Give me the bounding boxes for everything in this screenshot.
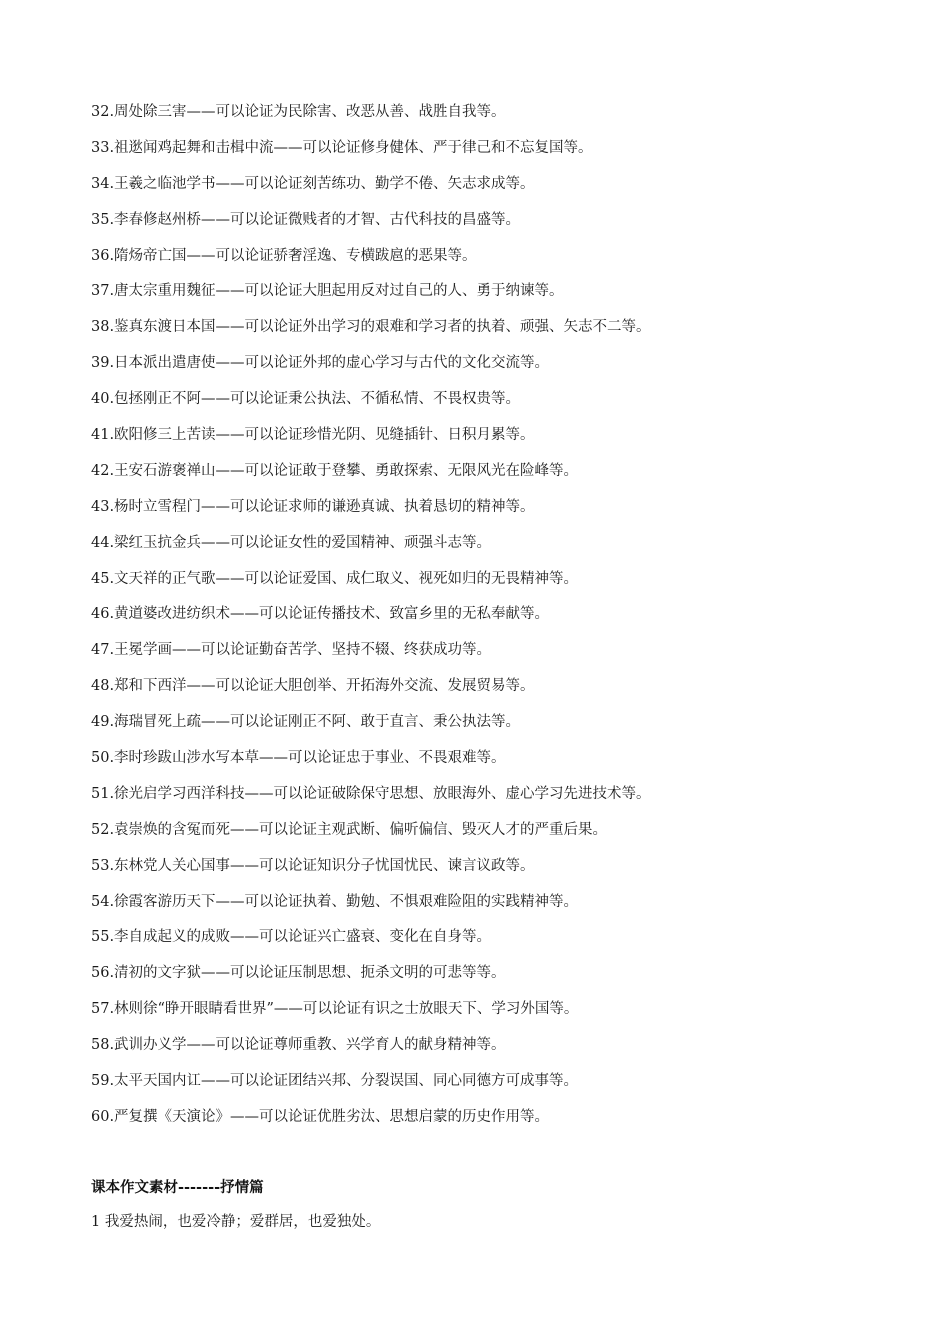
list-item: 35.李春修赵州桥——可以论证微贱者的才智、古代科技的昌盛等。: [91, 211, 521, 228]
list-item: 60.严复撰《天演论》——可以论证优胜劣汰、思想启蒙的历史作用等。: [91, 1108, 550, 1125]
lyric-paragraph: 1 我爱热闹，也爱冷静；爱群居，也爱独处。: [91, 1214, 381, 1230]
material-list: [91, 100, 651, 1141]
list-item: 48.郑和下西洋——可以论证大胆创举、开拓海外交流、发展贸易等。: [91, 678, 535, 695]
list-item: 37.唐太宗重用魏征——可以论证大胆起用反对过自己的人、勇于纳谏等。: [91, 283, 564, 300]
list-item: 53.东林党人关心国事——可以论证知识分子忧国忧民、谏言议政等。: [91, 857, 535, 874]
list-item: 51.徐光启学习西洋科技——可以论证破除保守思想、放眼海外、虚心学习先进技术等。: [91, 785, 651, 802]
list-item: 50.李时珍跋山涉水写本草——可以论证忠于事业、不畏艰难等。: [91, 750, 506, 767]
list-item: 46.黄道婆改进纺织术——可以论证传播技术、致富乡里的无私奉献等。: [91, 606, 550, 623]
list-item: 54.徐霞客游历天下——可以论证执着、勤勉、不惧艰难险阻的实践精神等。: [91, 893, 579, 910]
list-item: 56.清初的文字狱——可以论证压制思想、扼杀文明的可悲等等。: [91, 965, 506, 982]
list-item: 55.李自成起义的成败——可以论证兴亡盛衰、变化在自身等。: [91, 929, 492, 946]
list-item: 36.隋炀帝亡国——可以论证骄奢淫逸、专横跋扈的恶果等。: [91, 247, 477, 264]
list-item: 59.太平天国内讧——可以论证团结兴邦、分裂误国、同心同德方可成事等。: [91, 1073, 579, 1090]
list-item: 47.王冕学画——可以论证勤奋苦学、坚持不辍、终获成功等。: [91, 642, 492, 659]
list-item: 38.鉴真东渡日本国——可以论证外出学习的艰难和学习者的执着、顽强、矢志不二等。: [91, 319, 651, 336]
list-item: 45.文天祥的正气歌——可以论证爱国、成仁取义、视死如归的无畏精神等。: [91, 570, 579, 587]
list-item: 43.杨时立雪程门——可以论证求师的谦逊真诚、执着恳切的精神等。: [91, 498, 535, 515]
list-item: 39.日本派出遣唐使——可以论证外邦的虚心学习与古代的文化交流等。: [91, 355, 550, 372]
list-item: 52.袁崇焕的含冤而死——可以论证主观武断、偏听偏信、毁灭人才的严重后果。: [91, 821, 608, 838]
list-item: 32.周处除三害——可以论证为民除害、改恶从善、战胜自我等。: [91, 104, 506, 120]
list-item: 34.王羲之临池学书——可以论证刻苦练功、勤学不倦、矢志求成等。: [91, 175, 535, 192]
list-item: 49.海瑞冒死上疏——可以论证刚正不阿、敢于直言、秉公执法等。: [91, 714, 521, 731]
list-item: 40.包拯刚正不阿——可以论证秉公执法、不循私情、不畏权贵等。: [91, 391, 521, 408]
list-item: 57.林则徐“睁开眼睛看世界”——可以论证有识之士放眼天下、学习外国等。: [91, 1001, 579, 1018]
list-item: 44.梁红玉抗金兵——可以论证女性的爱国精神、顽强斗志等。: [91, 534, 492, 551]
list-item: 42.王安石游褒禅山——可以论证敢于登攀、勇敢探索、无限风光在险峰等。: [91, 462, 579, 479]
list-item: 33.祖逖闻鸡起舞和击楫中流——可以论证修身健体、严于律己和不忘复国等。: [91, 139, 593, 156]
section-title: 课本作文素材-------抒情篇: [91, 1180, 264, 1196]
list-item: 41.欧阳修三上苦读——可以论证珍惜光阴、见缝插针、日积月累等。: [91, 427, 535, 444]
list-item: 58.武训办义学——可以论证尊师重教、兴学育人的献身精神等。: [91, 1037, 506, 1054]
